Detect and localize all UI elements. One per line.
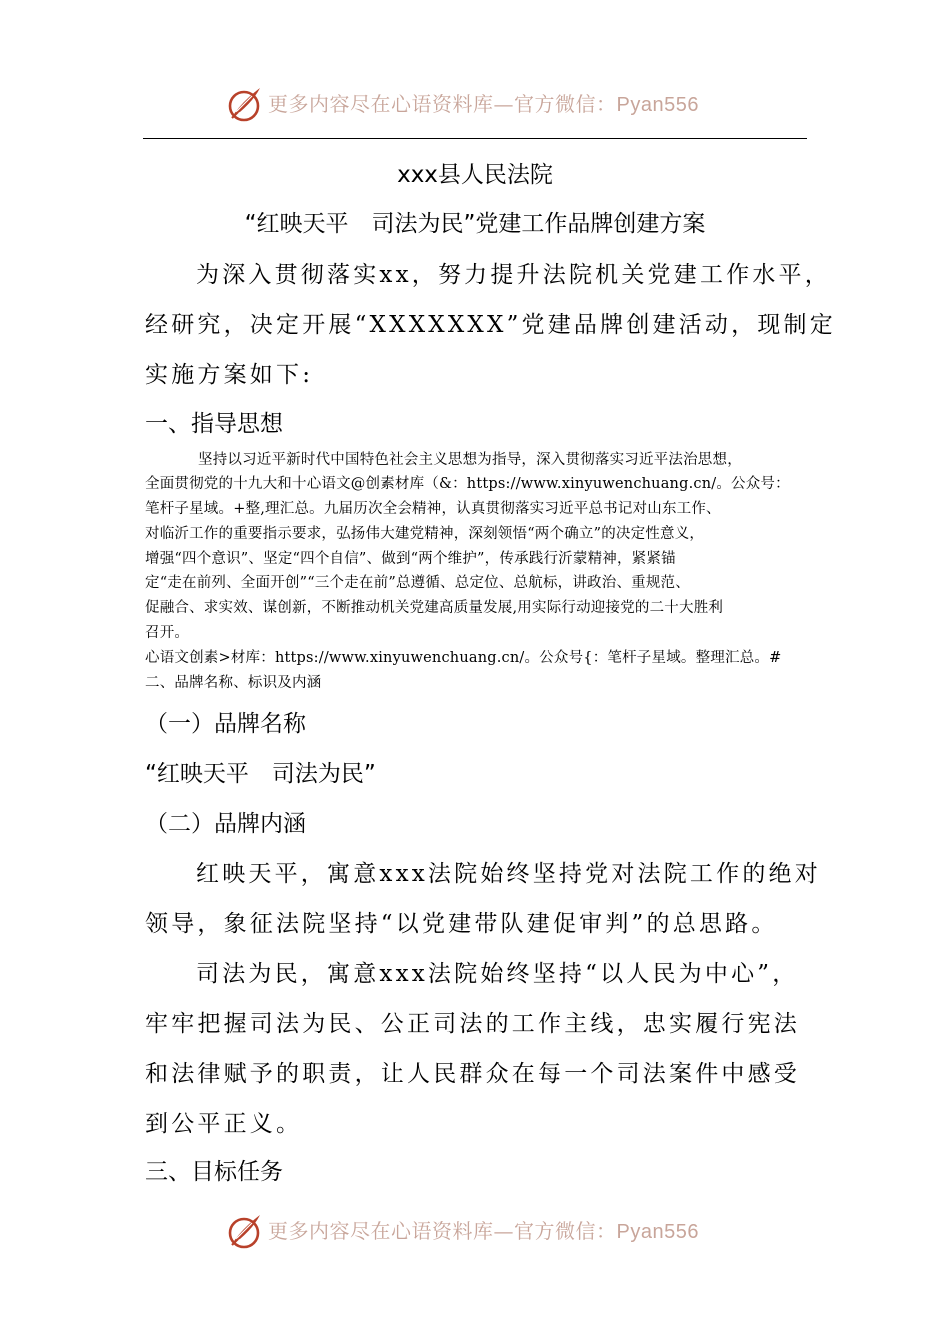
section1-line-2: 全面贯彻党的十九大和十心语文@创素材库（&：https://www.xinyuwenchuang.cn/。公众号：	[145, 476, 790, 492]
section1-line-4: 对临沂工作的重要指示要求，弘扬伟大建党精神，深刻领悟“两个确立”的决定性意义，	[145, 526, 705, 542]
section1-line-1: 坚持以习近平新时代中国特色社会主义思想为指导，深入贯彻落实习近平法治思想，	[198, 452, 742, 468]
watermark-text: 更多内容尽在心语资料库—官方微信：Pyan556	[268, 92, 699, 116]
quill-logo-icon	[226, 84, 266, 124]
quill-logo-icon	[226, 1211, 266, 1251]
brand-para1-line-2: 领导，象征法院坚持“以党建带队建促审判”的总思路。	[145, 911, 778, 937]
brand-para2-line-4: 到公平正义。	[145, 1111, 303, 1137]
brand-name-heading: （一）品牌名称	[145, 711, 306, 737]
intro-line-1: 为深入贯彻落实xx，努力提升法院机关党建工作水平，	[196, 262, 831, 288]
brand-para1-line-1: 红映天平，寓意xxx法院始终坚持党对法院工作的绝对	[196, 861, 821, 887]
watermark-banner-bottom	[0, 1209, 950, 1253]
watermark-wechat: Pyan556	[616, 94, 699, 116]
section2-heading: 二、品牌名称、标识及内涵	[145, 675, 322, 691]
brand-para2-line-1: 司法为民，寓意xxx法院始终坚持“以人民为中心”，	[196, 961, 799, 987]
brand-para2-line-3: 和法律赋予的职责，让人民群众在每一个司法案件中感受	[145, 1061, 800, 1087]
section3-heading: 三、目标任务	[145, 1159, 283, 1185]
section1-line-5: 增强“四个意识”、坚定“四个自信”、做到“两个维护”，传承践行沂蒙精神，紧紧锚	[145, 551, 676, 567]
plan-title: “红映天平 司法为民”党建工作品牌创建方案	[244, 211, 706, 237]
section1-line-9: 心语文创素>材库：https://www.xinyuwenchuang.cn/。公众号{：笔杆子星域。整理汇总。#	[145, 650, 782, 666]
brand-name: “红映天平 司法为民”	[145, 761, 376, 787]
section1-heading: 一、指导思想	[145, 411, 283, 437]
header-rule	[143, 138, 807, 139]
section1-line-3: 笔杆子星域。+整,理汇总。九届历次全会精神，认真贯彻落实习近平总书记对山东工作、	[145, 501, 721, 517]
brand-meaning-heading: （二）品牌内涵	[145, 811, 306, 837]
section1-line-8: 召开。	[145, 625, 190, 641]
court-name: xxx县人民法院	[397, 162, 553, 188]
watermark-text: 更多内容尽在心语资料库—官方微信：Pyan556	[268, 1219, 699, 1243]
brand-para2-line-2: 牢牢把握司法为民、公正司法的工作主线，忠实履行宪法	[145, 1011, 800, 1037]
watermark-wechat: Pyan556	[616, 1221, 699, 1243]
section1-line-7: 促融合、求实效、谋创新，不断推动机关党建高质量发展,用实际行动迎接党的二十大胜利	[145, 600, 724, 616]
intro-line-2: 经研究，决定开展“XXXXXXX”党建品牌创建活动，现制定	[145, 312, 836, 338]
section1-line-6: 定“走在前列、全面开创”“三个走在前”总遵循、总定位、总航标，讲政治、重规范、	[145, 575, 690, 591]
watermark-banner-top	[0, 82, 950, 126]
intro-line-3: 实施方案如下:	[145, 362, 314, 388]
